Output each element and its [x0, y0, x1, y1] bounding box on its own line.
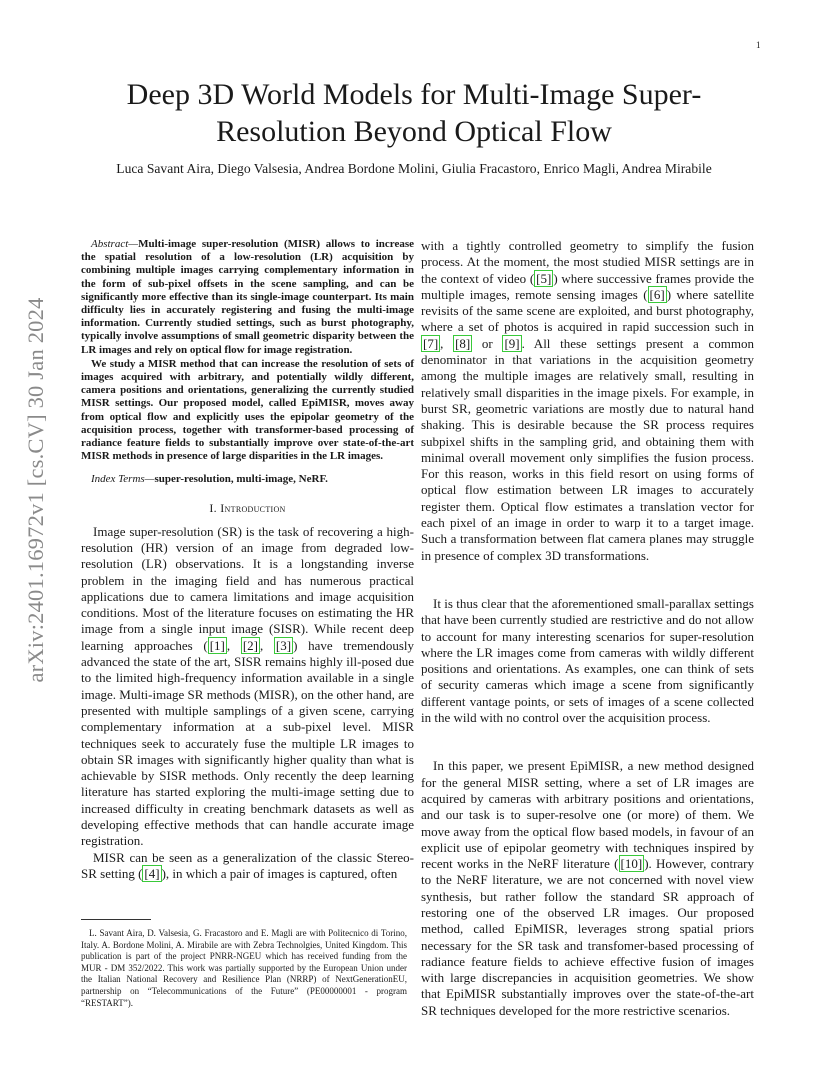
- citation-link[interactable]: [6]: [649, 286, 665, 302]
- intro-left-text: [81, 524, 414, 883]
- arxiv-identifier-stamp: [16, 290, 56, 690]
- citation-link[interactable]: [9]: [504, 335, 520, 351]
- right-column: [421, 238, 754, 1019]
- footnote-rule: [81, 919, 151, 920]
- intro-paragraph-2: MISR can be seen as a generalization of the classic Stereo-SR setting ( [4] ), in which a pair of images is captured, often: [81, 849, 414, 881]
- index-terms-text: super-resolution, multi-image, NeRF.: [154, 473, 328, 486]
- section-heading-introduction: I. Introduction: [209, 500, 286, 515]
- arxiv-identifier-text: arXiv:2401.16972v1 [cs.CV] 30 Jan 2024: [23, 297, 48, 683]
- citation-link[interactable]: [3]: [275, 637, 292, 653]
- author-list: Luca Savant Aira, Diego Valsesia, Andrea Bordone Molini, Giulia Fracastoro, Enrico Magli, Andrea Mirabile: [116, 161, 712, 176]
- affiliation-footnote: L. Savant Aira, D. Valsesia, G. Fracastoro and E. Magli are with Politecnico di Torino, Italy. A. Bordone Molini, A. Mirabile are with Zebra Technolgies, United Kingdom. This publication is part of the project PNRR-NGEU which has received funding from the MUR - DM 352/2022. This work was partially supported by the European Union under the Italian National Recovery and Resilience Plan (NRRP) of NextGenerationEU, partnership on “Telecommunications of the Future” (PE00000001 - program “RESTART”).: [81, 928, 407, 1008]
- intro-paragraph-5: In this paper, we present EpiMISR, a new method designed for the general MISR setting, where a set of LR images are acquired by cameras with arbitrary positions and orientations, and our task is to super-resolve one (or more) of them. We move away from the optical flow based models, in favour of an explicit use of epipolar geometry with techniques inspired by recent works in the NeRF literature ( [10] ). However, contrary to the NeRF literature, we are not concerned with novel view synthesis, but rather follow the standard SR approach of restoring one of the observed LR images. Our proposed method, called EpiMISR, leverages strong spatial priors necessary for the SR task and transfomer-based processing of radiance feature fields to achieve effective fusion of images with large discrepancies in acquisition geometries. We show that EpiMISR substantially improves over the state-of-the-art SR techniques developed for the more restrictive scenarios.: [421, 758, 755, 1018]
- abstract-paragraph-1: Multi-image super-resolution (MISR) allows to increase the spatial resolution of a low-resolution (LR) acquisition by combining multiple images carrying complementary information in the form of sub-pixel offsets in the scene sampling, and can be significantly more effective than its single-image counterpart. Its main difficulty lies in accurately registering and fusing the multi-image information. Currently studied settings, such as burst photography, typically involve assumptions of small geometric disparity between the LR images and rely on optical flow for image registration.: [81, 238, 414, 356]
- index-terms-label: Index Terms—: [91, 473, 155, 486]
- citation-link[interactable]: [4]: [144, 865, 160, 881]
- citation-link[interactable]: [7]: [423, 335, 439, 351]
- intro-paragraph-1: Image super-resolution (SR) is the task of recovering a high-resolution (HR) version of an image from degraded low-resolution (LR) observations. It is a longstanding inverse problem in the imaging field and has numerous practical applications due to camera limitations and image acquisition conditions. Most of the literature focuses on estimating the HR image from a single input image (SISR). While recent deep learning approaches ( [1] , [2] , [3] ) have tremendously advanced the state of the art, SISR remains highly ill-posed due to the limited high-frequency information available in a single image. Multi-image SR methods (MISR), on the other hand, are presented with multiple samplings of a given scene, carrying complementary information at a sub-pixel level. MISR techniques seek to accurately fuse the multiple LR images to obtain SR images with significantly higher quality than what is achievable by SISR methods. Only recently the deep learning literature has started exploring the multi-image setting due to increased difficulty in creating benchmark datasets as well as developing effective methods that can handle accurate image registration.: [81, 523, 415, 849]
- abstract: [81, 238, 414, 487]
- intro-paragraph-3: with a tightly controlled geometry to simplify the fusion process. At the moment, the most studied MISR settings are in the context of video ( [5] ) where successive frames provide the multiple images, remote sensing images ( [6] ) where satellite revisits of the same scene are exploited, and burst photography, where a set of photos is acquired in rapid succession such in [7] , [8] or [9] . All these settings present a common denominator in that variations in the acquisition geometry among the multiple images are relatively small, resulting in relatively small disparities in the image pixels. For example, in burst SR, geometric variations are mostly due to natural hand shaking. This is desirable because the SR process requires subpixel shifts in the sampling grid, and obtaining them with minimal overall movement only simplifies the fusion process. For this reason, works in this field resort on using forms of optical flow estimation between LR images to accurately register them. Optical flow estimates a translation vector for each pixel of an image in order to warp it to a target image. Such a transformation between flat camera planes may struggle in presence of complex 3D transformations.: [421, 238, 754, 563]
- intro-right-text: [421, 238, 754, 1019]
- page-number: 1: [756, 40, 761, 50]
- citation-link[interactable]: [1]: [209, 637, 225, 653]
- abstract-paragraph-2: We study a MISR method that can increase the resolution of sets of images acquired with arbitrary, and potentially wildly different, camera positions and orientations, generalizing the currently studied MISR settings. Our proposed model, called EpiMISR, moves away from optical flow and explicitly uses the epipolar geometry of the acquisition process, together with transformer-based processing of radiance feature fields to substantially improve over state-of-the-art MISR methods in presence of large disparities in the LR images.: [81, 357, 414, 463]
- intro-paragraph-4: It is thus clear that the aforementioned small-parallax settings that have been currently studied are restrictive and do not allow to account for many interesting scenarios for super-resolution where the LR images come from cameras with wildly different positions and orientations. As examples, one can think of sets of security cameras which image a scene from significantly different vantage points, or sets of images of a scene collected in the wild with no control over the acquisition process.: [421, 595, 754, 726]
- citation-link[interactable]: [2]: [242, 637, 258, 653]
- abstract-label: Abstract—: [91, 238, 139, 250]
- citation-link[interactable]: [8]: [455, 335, 471, 351]
- left-column: [81, 238, 414, 882]
- paper-title: Deep 3D World Models for Multi-Image Super-Resolution Beyond Optical Flow: [126, 78, 702, 148]
- citation-link[interactable]: [10]: [620, 856, 643, 872]
- citation-link[interactable]: [5]: [536, 270, 552, 286]
